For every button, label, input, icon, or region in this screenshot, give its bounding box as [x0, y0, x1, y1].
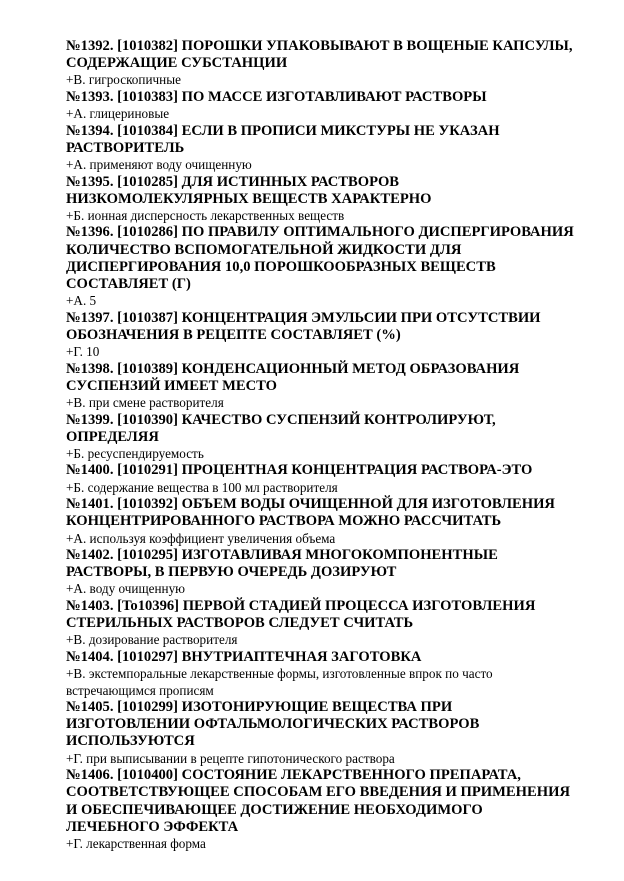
question-1396 — [66, 224, 574, 309]
question-text: №1392. [1010382] ПОРОШКИ УПАКОВЫВАЮТ В ВОЩЕНЫЕ КАПСУЛЫ, СОДЕРЖАЩИЕ СУБСТАНЦИИ — [66, 38, 573, 72]
answer-text: +Г. 10 — [66, 344, 100, 360]
question-1402 — [66, 547, 574, 598]
question-text: №1398. [1010389] КОНДЕНСАЦИОННЫЙ МЕТОД ОБРАЗОВАНИЯ СУСПЕНЗИЙ ИМЕЕТ МЕСТО — [66, 360, 520, 394]
question-text: №1400. [1010291] ПРОЦЕНТНАЯ КОНЦЕНТРАЦИЯ РАСТВОРА-ЭТО — [66, 462, 533, 479]
answer-text: +Г. при выписывании в рецепте гипотонического раствора — [66, 750, 395, 766]
question-text: №1399. [1010390] КАЧЕСТВО СУСПЕНЗИЙ КОНТРОЛИРУЮТ, ОПРЕДЕЛЯЯ — [66, 411, 496, 445]
question-1405 — [66, 699, 574, 767]
question-text: №1396. [1010286] ПО ПРАВИЛУ ОПТИМАЛЬНОГО ДИСПЕРГИРОВАНИЯ КОЛИЧЕСТВО ВСПОМОГАТЕЛЬНОЙ ЖИДКОСТИ ДЛЯ ДИСПЕРГИРОВАНИЯ 10,0 ПОРОШКООБРАЗНЫХ ВЕЩЕСТВ СОСТАВЛЯЕТ (Г) — [66, 224, 574, 293]
question-text: №1405. [1010299] ИЗОТОНИРУЮЩИЕ ВЕЩЕСТВА ПРИ ИЗГОТОВЛЕНИИ ОФТАЛЬМОЛОГИЧЕСКИХ РАСТВОРОВ ИСПОЛЬЗУЮТСЯ — [66, 699, 480, 750]
answer-text: +А. воду очищенную — [66, 581, 186, 597]
question-1400 — [66, 462, 574, 496]
question-text: №1401. [1010392] ОБЪЕМ ВОДЫ ОЧИЩЕННОЙ ДЛЯ ИЗГОТОВЛЕНИЯ КОНЦЕНТРИРОВАННОГО РАСТВОРА МОЖНО РАССЧИТАТЬ — [66, 496, 555, 530]
answer-text: +В. гигроскопичные — [66, 72, 181, 88]
question-1406 — [66, 767, 574, 852]
answer-text: +А. применяют воду очищенную — [66, 157, 252, 173]
question-1395 — [66, 174, 574, 225]
question-1403 — [66, 598, 574, 649]
answer-text: +В. дозирование растворителя — [66, 632, 238, 648]
question-1399 — [66, 412, 574, 463]
answer-text: +Б. содержание вещества в 100 мл растворителя — [66, 479, 338, 495]
question-1398 — [66, 361, 574, 412]
answer-text: +В. при смене растворителя — [66, 395, 224, 411]
question-1401 — [66, 496, 574, 547]
question-text: №1395. [1010285] ДЛЯ ИСТИННЫХ РАСТВОРОВ НИЗКОМОЛЕКУЛЯРНЫХ ВЕЩЕСТВ ХАРАКТЕРНО — [66, 173, 432, 207]
answer-text: +Б. ресуспендируемость — [66, 445, 204, 461]
answer-text: +Б. ионная дисперсность лекарственных веществ — [66, 207, 345, 223]
question-1392 — [66, 38, 574, 89]
question-text: №1393. [1010383] ПО МАССЕ ИЗГОТАВЛИВАЮТ РАСТВОРЫ — [66, 88, 487, 105]
answer-text: +В. экстемпоральные лекарственные формы, изготовленные впрок по часто встречающимся прописям — [66, 666, 493, 698]
question-text: №1406. [1010400] СОСТОЯНИЕ ЛЕКАРСТВЕННОГО ПРЕПАРАТА, СООТВЕТСТВУЮЩЕЕ СПОСОБАМ ЕГО ВВЕДЕНИЯ И ПРИМЕНЕНИЯ И ОБЕСПЕЧИВАЮЩЕЕ ДОСТИЖЕНИЕ НЕОБХОДИМОГО ЛЕЧЕБНОГО ЭФФЕКТА — [66, 767, 570, 835]
answer-text: +А. используя коэффициент увеличения объема — [66, 530, 336, 546]
question-text: №1397. [1010387] КОНЦЕНТРАЦИЯ ЭМУЛЬСИИ ПРИ ОТСУТСТВИИ ОБОЗНАЧЕНИЯ В РЕЦЕПТЕ СОСТАВЛЯЕТ (%) — [66, 309, 541, 343]
answer-text: +А. 5 — [66, 293, 97, 309]
question-text: №1394. [1010384] ЕСЛИ В ПРОПИСИ МИКСТУРЫ НЕ УКАЗАН РАСТВОРИТЕЛЬ — [66, 122, 500, 156]
question-1393 — [66, 89, 574, 123]
answer-text: +Г. лекарственная форма — [66, 836, 206, 851]
question-1397 — [66, 310, 574, 361]
question-1394 — [66, 123, 574, 174]
question-text: №1403. [To10396] ПЕРВОЙ СТАДИЕЙ ПРОЦЕССА ИЗГОТОВЛЕНИЯ СТЕРИЛЬНЫХ РАСТВОРОВ СЛЕДУЕТ СЧИТАТЬ — [66, 597, 536, 632]
question-1404 — [66, 649, 574, 699]
question-text: №1402. [1010295] ИЗГОТАВЛИВАЯ МНОГОКОМПОНЕНТНЫЕ РАСТВОРЫ, В ПЕРВУЮ ОЧЕРЕДЬ ДОЗИРУЮТ — [66, 547, 498, 581]
question-text: №1404. [1010297] ВНУТРИАПТЕЧНАЯ ЗАГОТОВКА — [66, 648, 422, 665]
answer-text: +А. глицериновые — [66, 106, 170, 122]
